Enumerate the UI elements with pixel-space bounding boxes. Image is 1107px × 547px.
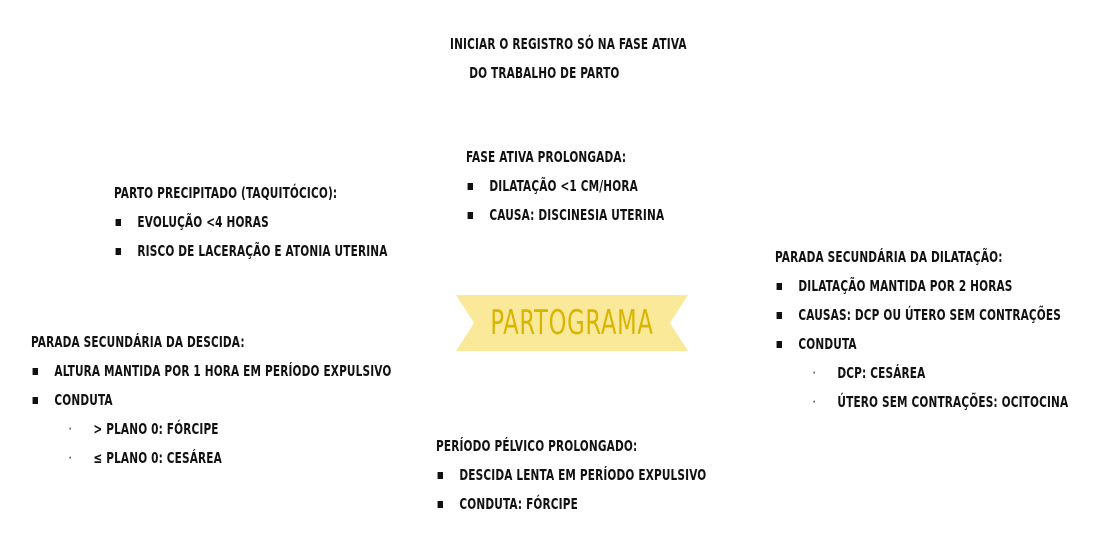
center-banner (456, 293, 688, 353)
list-item: CAUSAS: DCP OU ÚTERO SEM CONTRAÇÕES (775, 301, 1068, 330)
sub-list-item: · ≤ PLANO 0: CESÁREA (31, 444, 392, 473)
center-label: PARTOGRAMA (490, 303, 654, 343)
sub-list-item: · ÚTERO SEM CONTRAÇÕES: OCITOCINA (775, 388, 1068, 417)
node-parada-descida (31, 328, 392, 473)
node-heading: PERÍODO PÉLVICO PROLONGADO: (436, 437, 638, 455)
list-item: CONDUTA (31, 386, 392, 415)
node-heading: FASE ATIVA PROLONGADA: (466, 148, 627, 166)
title-line-1: INICIAR O REGISTRO SÓ NA FASE ATIVA (450, 35, 687, 53)
sub-list-item: · DCP: CESÁREA (775, 359, 1068, 388)
list-item: RISCO DE LACERAÇÃO E ATONIA UTERINA (114, 237, 388, 266)
node-heading: PARADA SECUNDÁRIA DA DESCIDA: (31, 333, 245, 351)
list-item: DILATAÇÃO MANTIDA POR 2 HORAS (775, 272, 1068, 301)
node-parto-precipitado (114, 179, 388, 266)
node-heading: PARTO PRECIPITADO (TAQUITÓCICO): (114, 184, 338, 202)
list-item: CAUSA: DISCINESIA UTERINA (466, 201, 664, 230)
list-item: CONDUTA: FÓRCIPE (436, 490, 706, 519)
list-item: EVOLUÇÃO <4 HORAS (114, 208, 388, 237)
title-line-2: DO TRABALHO DE PARTO (469, 64, 620, 82)
list-item: DESCIDA LENTA EM PERÍODO EXPULSIVO (436, 461, 706, 490)
list-item: DILATAÇÃO <1 CM/HORA (466, 172, 664, 201)
list-item: CONDUTA (775, 330, 1068, 359)
list-item: ALTURA MANTIDA POR 1 HORA EM PERÍODO EXPULSIVO (31, 357, 392, 386)
node-fase-ativa (466, 143, 664, 230)
sub-list-item: · > PLANO 0: FÓRCIPE (31, 415, 392, 444)
node-periodo-pelvico (436, 432, 706, 519)
node-heading: PARADA SECUNDÁRIA DA DILATAÇÃO: (775, 248, 1003, 266)
node-parada-dilatacao (775, 243, 1068, 417)
diagram-title (450, 30, 687, 88)
